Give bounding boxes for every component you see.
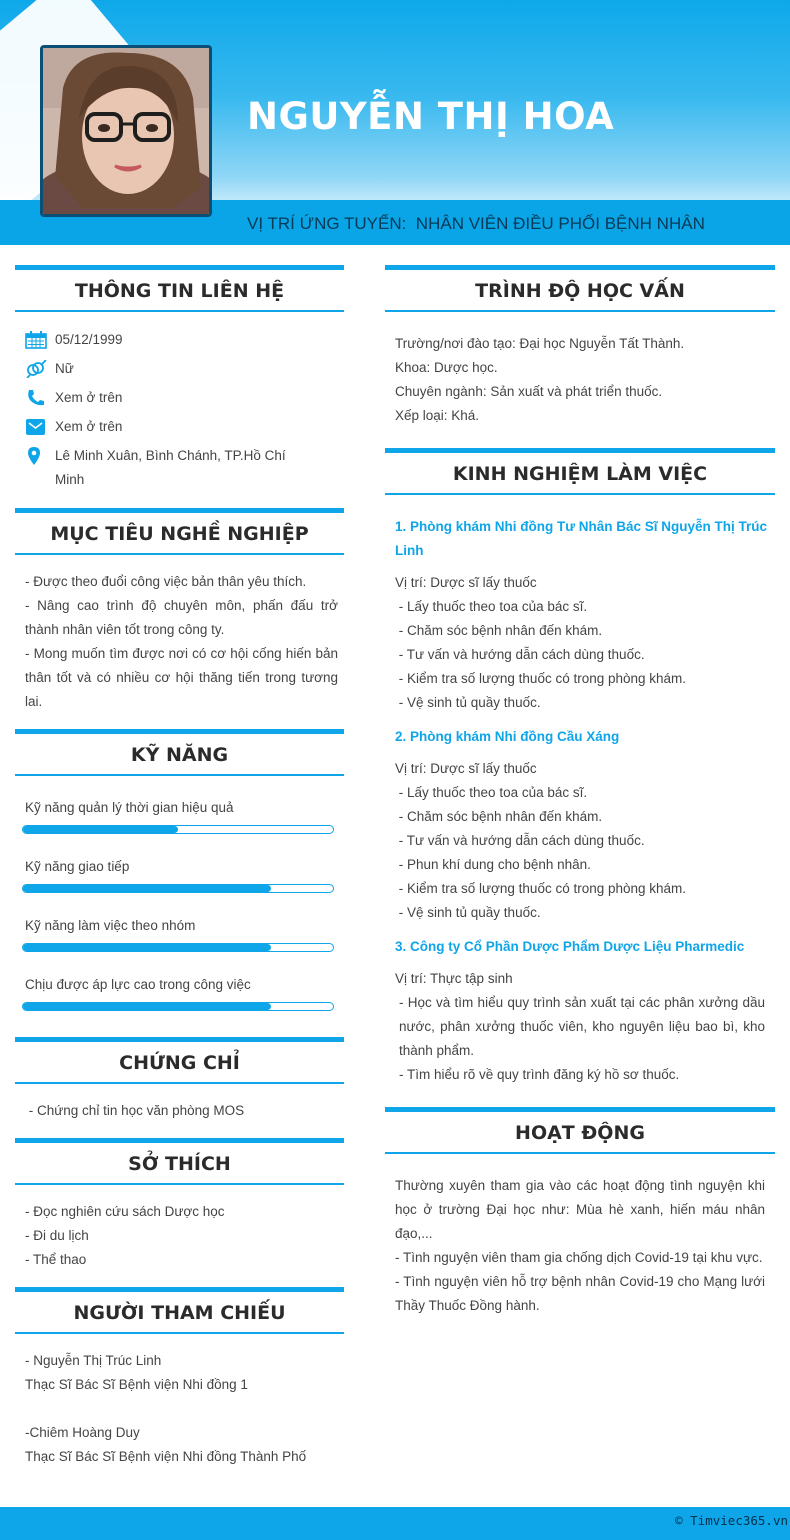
job-task: - Phun khí dung cho bệnh nhân. <box>395 857 591 872</box>
job-details <box>395 967 765 1087</box>
job-details <box>395 757 770 925</box>
job-task: - Kiểm tra số lượng thuốc có trong phòng khám. <box>395 881 687 896</box>
job-task: - Tìm hiểu rõ về quy trình đăng ký hồ sơ thuốc. <box>399 1067 680 1082</box>
job-task: - Lấy thuốc theo toa của bác sĩ. <box>395 785 588 800</box>
skill-bar <box>22 884 334 893</box>
job-task: - Chăm sóc bệnh nhân đến khám. <box>395 623 603 638</box>
activity-line: Thường xuyên tham gia vào các hoạt động tình nguyện khi học ở trường Đại học như: Mùa hè xanh, hiến máu nhân đạo,... <box>395 1178 765 1241</box>
skill-label: Kỹ năng quản lý thời gian hiệu quả <box>25 800 234 815</box>
reference-title: Thạc Sĩ Bác Sĩ Bệnh viện Nhi đồng 1 <box>25 1377 248 1392</box>
calendar-icon <box>25 331 47 349</box>
certificate-item: - Chứng chỉ tin học văn phòng MOS <box>25 1103 245 1118</box>
job-company: 2. Phòng khám Nhi đồng Cầu Xáng <box>395 729 620 744</box>
activity-line: - Tình nguyện viên tham gia chống dịch Covid-19 tại khu vực. <box>395 1250 763 1265</box>
skill-bar-fill <box>23 1003 271 1010</box>
education-content <box>395 332 770 428</box>
hobbies-section-title: SỞ THÍCH <box>15 1138 344 1185</box>
hobbies-content <box>25 1200 338 1272</box>
job-role: Vị trí: Dược sĩ lấy thuốc <box>395 761 537 776</box>
hobby-item: - Đọc nghiên cứu sách Dược học <box>25 1204 225 1219</box>
footer-bar <box>0 1507 790 1540</box>
footer-brand: © Timviec365.vn <box>675 1513 788 1528</box>
objective-content <box>25 570 338 714</box>
references-section-title: NGƯỜI THAM CHIẾU <box>15 1287 344 1334</box>
job-company: 1. Phòng khám Nhi đồng Tư Nhân Bác Sĩ Nguyễn Thị Trúc Linh <box>395 519 768 558</box>
education-line: Xếp loại: Khá. <box>395 408 480 423</box>
activity-line: - Tình nguyện viên hỗ trợ bệnh nhân Covid-19 cho Mạng lưới Thầy Thuốc Đồng hành. <box>395 1274 765 1313</box>
objective-line: - Nâng cao trình độ chuyên môn, phấn đấu trở thành nhân viên tốt trong công ty. <box>25 598 338 637</box>
job-task: - Vệ sinh tủ quầy thuốc. <box>395 905 541 920</box>
address-text: Lê Minh Xuân, Bình Chánh, TP.Hồ Chí Minh <box>55 448 286 487</box>
skill-bar-fill <box>23 885 271 892</box>
skill-label: Chịu được áp lực cao trong công việc <box>25 977 251 992</box>
education-section-title: TRÌNH ĐỘ HỌC VẤN <box>385 265 775 312</box>
skill-bar <box>22 1002 334 1011</box>
education-line: Khoa: Dược học. <box>395 360 498 375</box>
applied-position: VỊ TRÍ ỨNG TUYỂN: NHÂN VIÊN ĐIỀU PHỐI BỆNH NHÂN <box>247 214 705 233</box>
contact-section-title: THÔNG TIN LIÊN HỆ <box>15 265 344 312</box>
job-task: - Vệ sinh tủ quầy thuốc. <box>395 695 541 710</box>
skill-bar <box>22 825 334 834</box>
job-task: - Chăm sóc bệnh nhân đến khám. <box>395 809 603 824</box>
objective-section-title: MỤC TIÊU NGHỀ NGHIỆP <box>15 508 344 555</box>
email-text: Xem ở trên <box>55 419 123 434</box>
phone-text: Xem ở trên <box>55 390 123 405</box>
job-company: 3. Công ty Cổ Phần Dược Phẩm Dược Liệu Pharmedic <box>395 939 745 954</box>
hobby-item: - Thể thao <box>25 1252 87 1267</box>
phone-icon <box>25 389 47 407</box>
skill-bar <box>22 943 334 952</box>
job-task: - Lấy thuốc theo toa của bác sĩ. <box>395 599 588 614</box>
job-role: Vị trí: Dược sĩ lấy thuốc <box>395 575 537 590</box>
activities-content <box>395 1174 765 1318</box>
skill-bar-fill <box>23 944 271 951</box>
certificates-section-title: CHỨNG CHỈ <box>15 1037 344 1084</box>
job-details <box>395 571 770 715</box>
job-task: - Học và tìm hiểu quy trình sản xuất tại các phân xưởng dầu nước, phân xưởng thuốc viên, kho nguyên liệu bao bì, kho thành phẩm. <box>399 995 765 1058</box>
reference-name: -Chiêm Hoàng Duy <box>25 1425 140 1440</box>
objective-line: - Được theo đuổi công việc bản thân yêu thích. <box>25 574 307 589</box>
gender-text: Nữ <box>55 361 74 376</box>
avatar <box>40 45 212 217</box>
education-line: Trường/nơi đào tạo: Đại học Nguyễn Tất Thành. <box>395 336 685 351</box>
email-icon <box>25 418 47 436</box>
skills-section-title: KỸ NĂNG <box>15 729 344 776</box>
skill-label: Kỹ năng làm việc theo nhóm <box>25 918 196 933</box>
education-line: Chuyên ngành: Sản xuất và phát triển thuốc. <box>395 384 663 399</box>
job-role: Vị trí: Thực tập sinh <box>395 971 513 986</box>
job-task: - Kiểm tra số lượng thuốc có trong phòng khám. <box>395 671 687 686</box>
skill-bar-fill <box>23 826 178 833</box>
objective-line: - Mong muốn tìm được nơi có cơ hội cống hiến bản thân tốt và có nhiều cơ hội thăng tiến trong tương lai. <box>25 646 338 709</box>
location-icon <box>25 447 47 465</box>
reference-title: Thạc Sĩ Bác Sĩ Bệnh viện Nhi đồng Thành Phố <box>25 1449 307 1464</box>
job-task: - Tư vấn và hướng dẫn cách dùng thuốc. <box>395 833 645 848</box>
reference-name: - Nguyễn Thị Trúc Linh <box>25 1353 162 1368</box>
experience-section-title: KINH NGHIỆM LÀM VIỆC <box>385 448 775 495</box>
birthday-text: 05/12/1999 <box>55 332 123 347</box>
candidate-name: NGUYỄN THỊ HOA <box>247 95 615 138</box>
activities-section-title: HOẠT ĐỘNG <box>385 1107 775 1154</box>
references-content <box>25 1349 338 1469</box>
skill-label: Kỹ năng giao tiếp <box>25 859 130 874</box>
job-task: - Tư vấn và hướng dẫn cách dùng thuốc. <box>395 647 645 662</box>
hobby-item: - Đi du lịch <box>25 1228 89 1243</box>
gender-icon <box>25 360 47 378</box>
